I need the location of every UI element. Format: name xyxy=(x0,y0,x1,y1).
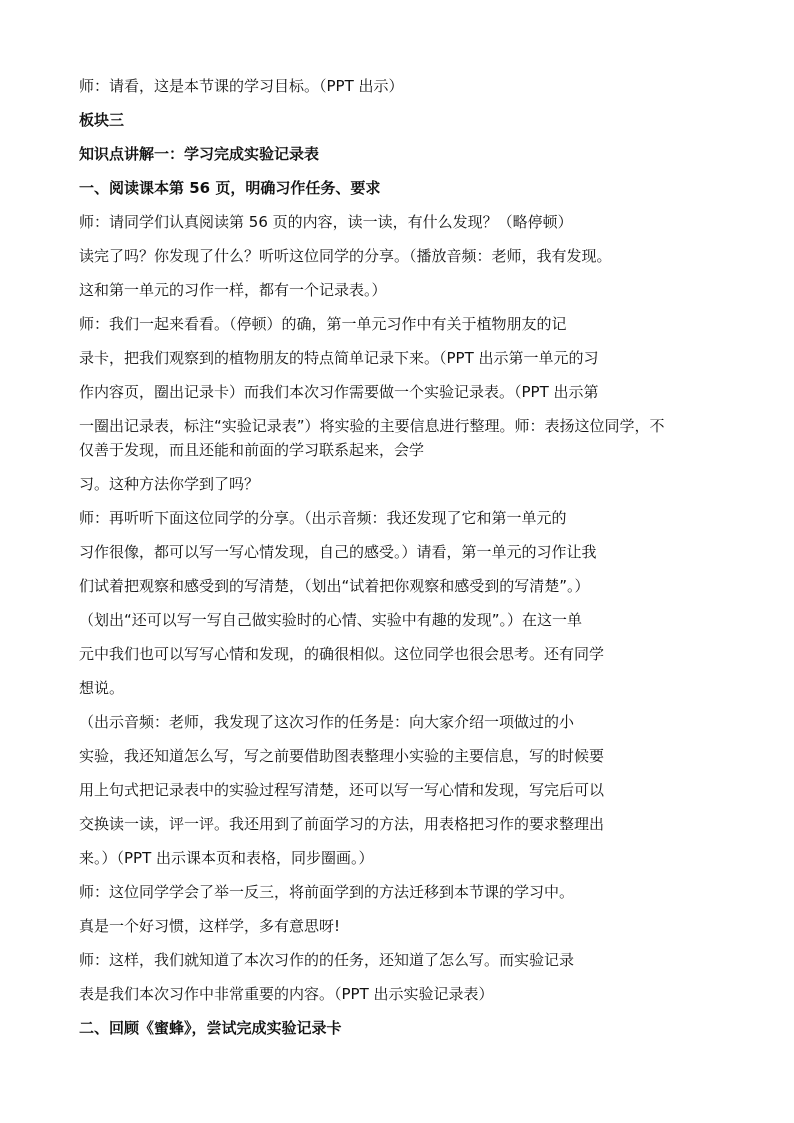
section-heading: 二、回顾《蜜蜂》，尝试完成实验记录卡 xyxy=(79,1019,342,1037)
text-line: 想说。 xyxy=(79,679,125,697)
text-line: 表是我们本次习作中非常重要的内容。（PPT 出示实验记录表） xyxy=(79,985,494,1003)
section-heading: 知识点讲解一：学习完成实验记录表 xyxy=(79,145,320,163)
text-line: （划出“还可以写一写自己做实验时的心情、实验中有趣的发现”。）在这一单 xyxy=(79,611,583,629)
text-line: 习。这种方法你学到了吗？ xyxy=(79,475,260,493)
text-line: 录卡，把我们观察到的植物朋友的特点简单记录下来。（PPT 出示第一单元的习 xyxy=(79,349,599,367)
text-line: 读完了吗？你发现了什么？听听这位同学的分享。（播放音频：老师，我有发现。 xyxy=(79,247,612,265)
text-line: 真是一个好习惯，这样学，多有意思呀! xyxy=(79,917,341,935)
text-line: 交换读一读，评一评。我还用到了前面学习的方法，用表格把习作的要求整理出 xyxy=(79,815,605,833)
section-heading: 一、阅读课本第 56 页，明确习作任务、要求 xyxy=(79,179,381,197)
text-line: 仅善于发现，而且还能和前面的学习联系起来，会学 xyxy=(79,441,425,459)
text-line: 师：请看，这是本节课的学习目标。（PPT 出示） xyxy=(79,77,404,95)
text-line: 一圈出记录表，标注“实验记录表”）将实验的主要信息进行整理。师：表扬这位同学，不 xyxy=(79,417,665,435)
section-heading: 板块三 xyxy=(79,111,125,129)
text-line: 师：再听听下面这位同学的分享。（出示音频：我还发现了它和第一单元的 xyxy=(79,509,567,527)
text-line: （出示音频：老师，我发现了这次习作的任务是：向大家介绍一项做过的小 xyxy=(79,713,575,731)
text-line: 习作很像，都可以写一写心情发现，自己的感受。）请看，第一单元的习作让我 xyxy=(79,543,597,561)
text-line: 用上句式把记录表中的实验过程写清楚，还可以写一写心情和发现，写完后可以 xyxy=(79,781,605,799)
text-line: 元中我们也可以写写心情和发现，的确很相似。这位同学也很会思考。还有同学 xyxy=(79,645,605,663)
text-line: 这和第一单元的习作一样，都有一个记录表。） xyxy=(79,281,387,299)
text-line: 师：请同学们认真阅读第 56 页的内容，读一读，有什么发现？（略停顿） xyxy=(79,213,573,231)
text-line: 师：这样，我们就知道了本次习作的的任务，还知道了怎么写。而实验记录 xyxy=(79,951,575,969)
text-line: 师：我们一起来看看。（停顿）的确，第一单元习作中有关于植物朋友的记 xyxy=(79,315,567,333)
text-line: 们试着把观察和感受到的写清楚，（划出“试着把你观察和感受到的写清楚”。） xyxy=(79,577,590,595)
text-line: 来。）（PPT 出示课本页和表格，同步圈画。） xyxy=(79,849,374,867)
text-line: 实验，我还知道怎么写，写之前要借助图表整理小实验的主要信息，写的时候要 xyxy=(79,747,605,765)
text-line: 师：这位同学学会了举一反三，将前面学到的方法迁移到本节课的学习中。 xyxy=(79,883,575,901)
text-line: 作内容页，圈出记录卡）而我们本次习作需要做一个实验记录表。（PPT 出示第 xyxy=(79,383,599,401)
